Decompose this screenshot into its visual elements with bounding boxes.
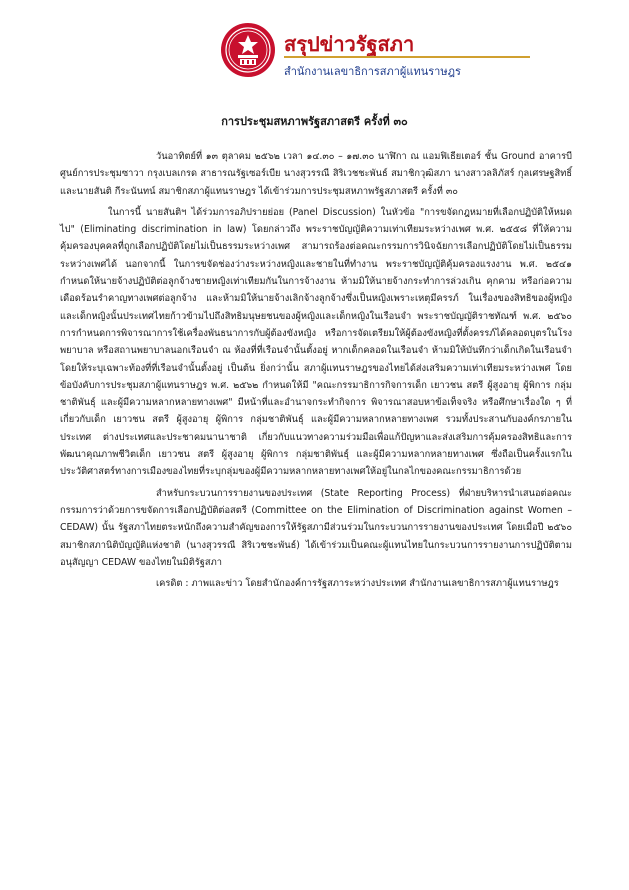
paragraph-state-reporting: สำหรับกระบวนการรายงานของประเทศ (State Reporting Process) ที่ฝ่ายบริหารนำเสนอต่อคณะกรรมการว่าด้วยการขจัดการเลือกปฏิบัติต่อสตรี (Committee on the Elimination of Discrimination against Women – CEDAW) นั้น รัฐสภาไทยตระหนักถึงความสำคัญของการให้รัฐสภามีส่วนร่วมในกระบวนการรายงานของประเทศ โดยเมื่อปี ๒๕๖๐ สมาชิกสภานิติบัญญัติแห่งชาติ (นางสุวรรณี สิริเวชชะพันธ์) ได้เข้าร่วมเป็นคณะผู้แทนไทยในกระบวนการรายงานการปฏิบัติตามอนุสัญญา CEDAW ของไทยในมิติรัฐสภา <box>60 487 572 568</box>
brand-divider <box>284 56 530 58</box>
paragraph-intro: วันอาทิตย์ที่ ๑๓ ตุลาคม ๒๕๖๒ เวลา ๑๔.๓๐ – ๑๗.๓๐ นาฬิกา ณ แอมฟิเธียเตอร์ ชั้น Ground อาคารบี ศูนย์การประชุมซาวา กรุงเบลเกรด สาธารณรัฐเซอร์เบีย นางสุวรรณี สิริเวชชะพันธ์ สมาชิกวุฒิสภา นางสาวลลิภัสร์ กุลเศรษฐสิทธิ์ และนายสันติ กีระนันทน์ สมาชิกสภาผู้แทนราษฎร ได้เข้าร่วมการประชุมสหภาพรัฐสภาสตรี ครั้งที่ ๓๐ <box>60 151 572 197</box>
paragraph-credit: เครดิต : ภาพและข่าว โดยสำนักองค์การรัฐสภาระหว่างประเทศ สำนักงานเลขาธิการสภาผู้แทนราษฎร <box>156 578 559 590</box>
document-title: การประชุมสหภาพรัฐสภาสตรี ครั้งที่ ๓๐ <box>221 115 408 128</box>
brand-title: สรุปข่าวรัฐสภา <box>284 32 415 56</box>
paragraph-panel-discussion: ในการนี้ นายสันติฯ ได้ร่วมการอภิปรายย่อย (Panel Discussion) ในหัวข้อ "การขจัดกฎหมายที่เลือกปฏิบัติให้หมดไป" (Eliminating discrimination in law) โดยกล่าวถึง พระราชบัญญัติความเท่าเทียมระหว่างเพศ พ.ศ. ๒๕๕๘ ที่ให้ความคุ้มครองบุคคลที่ถูกเลือกปฏิบัติโดยไม่เป็นธรรมระหว่างเพศ สามารถร้องต่อคณะกรรมการวินิจฉัยการเลือกปฏิบัติโดยไม่เป็นธรรมระหว่างเพศได้ นอกจากนี้ ในการขจัดช่องว่างระหว่างหญิงและชายในที่ทำงาน พระราชบัญญัติคุ้มครองแรงงาน พ.ศ. ๒๕๔๑ กำหนดให้นายจ้างปฏิบัติต่อลูกจ้างชายหญิงเท่าเทียมกันในการจ้างงาน ห้ามมิให้นายจ้างกระทำการล่วงเกิน คุกคาม หรือก่อความเดือดร้อนรำคาญทางเพศต่อลูกจ้าง และห้ามมิให้นายจ้างเลิกจ้างลูกจ้างซึ่งเป็นหญิงเพราะเหตุมีครรภ์ ในเรื่องของสิทธิของผู้หญิงและเด็กหญิงนั้นประเทศไทยก้าวข้ามไปถึงสิทธิมนุษยชนของผู้หญิงและเด็กหญิงในเรือนจำ พระราชบัญญัติราชทัณฑ์ พ.ศ. ๒๕๖๐ การกำหนดการพิจารณาการใช้เครื่องพันธนาการกับผู้ต้องขังหญิง หรือการจัดเตรียมให้ผู้ต้องขังหญิงที่ตั้งครรภ์ได้คลอดบุตรในโรงพยาบาล หรือสถานพยาบาลนอกเรือนจำ ณ ห้องที่ที่เรือนจำนั้นตั้งอยู่ หากเด็กคลอดในเรือนจำ ห้ามมิให้บันทึกว่าเด็กเกิดในเรือนจำ โดยให้ระบุเฉพาะท้องที่ที่เรือนจำนั้นตั้งอยู่ เป็นต้น ยิ่งกว่านั้น สภาผู้แทนราษฎรของไทยได้ส่งเสริมความเท่าเทียมระหว่างเพศ โดยข้อบังคับการประชุมสภาผู้แทนราษฎร พ.ศ. ๒๕๖๒ กำหนดให้มี "คณะกรรมาธิการกิจการเด็ก เยาวชน สตรี ผู้สูงอายุ ผู้พิการ กลุ่มชาติพันธุ์ และผู้มีความหลากหลายทางเพศ" มีหน้าที่และอำนาจกระทำกิจการ พิจารณาสอบหาข้อเท็จจริง หรือศึกษาเรื่องใด ๆ ที่เกี่ยวกับเด็ก เยาวชน สตรี ผู้สูงอายุ ผู้พิการ กลุ่มชาติพันธุ์ และผู้มีความหลากหลายทางเพศ รวมทั้งประสานกับองค์กรภายในประเทศ ต่างประเทศและประชาคมนานาชาติ เกี่ยวกับแนวทางความร่วมมือเพื่อแก้ปัญหาและส่งเสริมการคุ้มครองสิทธิและการพัฒนาคุณภาพชีวิตเด็ก เยาวชน สตรี ผู้สูงอายุ ผู้พิการ กลุ่มชาติพันธุ์ และผู้มีความหลากหลายทางเพศ ซึ่งถือเป็นครั้งแรกในประวัติศาสตร์ทางการเมืองของไทยที่ระบุกลุ่มของผู้มีความหลากหลายทางเพศให้อยู่ในกลไกของคณะกรรมาธิการด้วย <box>60 206 572 478</box>
masthead <box>220 22 550 94</box>
parliament-seal-icon <box>220 22 276 78</box>
brand-subtitle: สำนักงานเลขาธิการสภาผู้แทนราษฎร <box>284 65 461 78</box>
document-body <box>60 148 572 592</box>
